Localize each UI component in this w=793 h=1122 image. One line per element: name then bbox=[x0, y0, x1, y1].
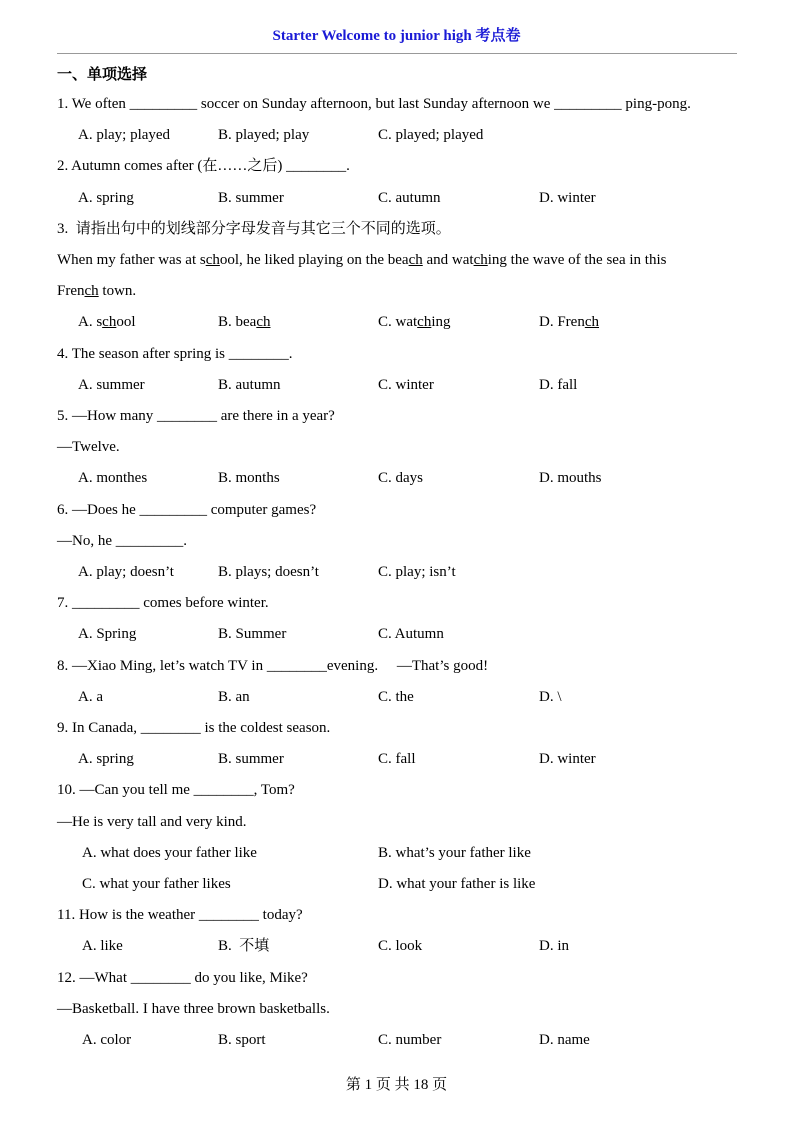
answer-option[interactable]: B. Summer bbox=[218, 626, 287, 643]
underlined-letters: ch bbox=[102, 314, 117, 331]
answer-option[interactable]: B. 不填 bbox=[218, 938, 270, 955]
question-stem: 10. —Can you tell me ________, Tom? bbox=[57, 782, 295, 799]
underlined-letters: ch bbox=[256, 314, 271, 331]
answer-option[interactable]: D. what your father is like bbox=[378, 876, 536, 892]
question-stem: 12. —What ________ do you like, Mike? bbox=[57, 969, 308, 986]
question-text-line bbox=[57, 282, 136, 300]
header-divider bbox=[57, 53, 737, 54]
answer-option[interactable]: A. Spring bbox=[78, 626, 137, 643]
answer-option[interactable]: C. played; played bbox=[378, 127, 484, 144]
answer-option[interactable]: C. number bbox=[378, 1032, 442, 1048]
answer-option[interactable]: A. monthes bbox=[78, 470, 148, 487]
answer-option[interactable]: D. winter bbox=[539, 751, 596, 768]
answer-option[interactable]: B. plays; doesn’t bbox=[218, 564, 319, 580]
answer-option[interactable]: A. a bbox=[78, 688, 103, 705]
underlined-letters: ch bbox=[408, 252, 423, 268]
answer-option[interactable]: B. sport bbox=[218, 1032, 266, 1048]
question-text-line: —Basketball. I have three brown basketballs. bbox=[57, 1000, 330, 1017]
question-stem: 5. —How many ________ are there in a year? bbox=[57, 408, 335, 424]
answer-option[interactable]: B. autumn bbox=[218, 376, 281, 393]
text-segment: C. wat bbox=[378, 314, 418, 331]
underlined-letters: ch bbox=[473, 252, 488, 268]
answer-option[interactable]: D. fall bbox=[539, 376, 578, 393]
question-stem: 1. We often _________ soccer on Sunday afternoon, but last Sunday afternoon we _________ ping-pong. bbox=[57, 96, 691, 112]
answer-option[interactable]: A. play; played bbox=[78, 127, 171, 144]
answer-option[interactable]: D. in bbox=[539, 938, 569, 955]
question-stem: 7. _________ comes before winter. bbox=[57, 595, 269, 612]
question-text-line: —He is very tall and very kind. bbox=[57, 813, 247, 830]
answer-option[interactable]: A. what does your father like bbox=[82, 844, 257, 861]
answer-option[interactable]: C. days bbox=[378, 470, 423, 487]
underlined-letters: ch bbox=[84, 283, 99, 300]
text-segment: A. s bbox=[78, 314, 103, 331]
answer-option[interactable]: A. play; doesn’t bbox=[78, 564, 174, 580]
answer-option[interactable]: C. the bbox=[378, 688, 414, 705]
answer-option[interactable] bbox=[78, 313, 136, 331]
answer-option[interactable]: D. name bbox=[539, 1032, 590, 1048]
question-stem: 8. —Xiao Ming, let’s watch TV in ________evening. —That’s good! bbox=[57, 657, 489, 674]
answer-option[interactable]: A. spring bbox=[78, 189, 134, 206]
text-segment: When my father was at s bbox=[57, 252, 206, 268]
answer-option[interactable] bbox=[378, 313, 451, 331]
answer-option[interactable]: A. color bbox=[82, 1032, 132, 1048]
underlined-letters: ch bbox=[205, 252, 220, 268]
answer-option[interactable]: A. summer bbox=[78, 376, 145, 393]
answer-option[interactable]: C. play; isn’t bbox=[378, 564, 456, 580]
question-stem: 2. Autumn comes after (在……之后) ________. bbox=[57, 158, 350, 175]
question-stem: 11. How is the weather ________ today? bbox=[57, 907, 303, 924]
answer-option[interactable]: B. played; play bbox=[218, 127, 310, 144]
underlined-letters: ch bbox=[417, 314, 432, 331]
answer-option[interactable]: C. what your father likes bbox=[82, 876, 231, 892]
answer-option[interactable] bbox=[539, 313, 599, 331]
section-heading: 一、单项选择 bbox=[57, 65, 148, 83]
text-segment: and wat bbox=[422, 252, 474, 268]
answer-option[interactable]: B. summer bbox=[218, 189, 284, 206]
question-stem: 3. 请指出句中的划线部分字母发音与其它三个不同的选项。 bbox=[57, 220, 451, 237]
answer-option[interactable]: C. winter bbox=[378, 376, 434, 393]
text-segment: ool, he liked playing on the bea bbox=[219, 252, 409, 268]
question-stem: 9. In Canada, ________ is the coldest season. bbox=[57, 720, 331, 736]
answer-option[interactable]: D. winter bbox=[539, 189, 596, 206]
question-text-line: —No, he _________. bbox=[57, 532, 187, 549]
question-stem: 4. The season after spring is ________. bbox=[57, 345, 293, 362]
answer-option[interactable]: B. an bbox=[218, 688, 250, 705]
text-segment: ing the wave of the sea in this bbox=[487, 252, 667, 268]
text-segment: B. bea bbox=[218, 314, 257, 331]
answer-option[interactable]: C. Autumn bbox=[378, 626, 444, 643]
answer-option[interactable]: D. mouths bbox=[539, 470, 602, 487]
answer-option[interactable]: C. autumn bbox=[378, 189, 441, 206]
text-segment: ing bbox=[431, 314, 451, 331]
answer-option[interactable] bbox=[218, 313, 271, 331]
text-segment: Fren bbox=[57, 283, 85, 300]
underlined-letters: ch bbox=[584, 314, 599, 331]
question-text-line bbox=[57, 251, 666, 269]
answer-option[interactable]: C. fall bbox=[378, 751, 416, 768]
answer-option[interactable]: C. look bbox=[378, 938, 423, 955]
answer-option[interactable]: A. spring bbox=[78, 751, 134, 768]
answer-option[interactable]: D. \ bbox=[539, 688, 562, 705]
answer-option[interactable]: A. like bbox=[82, 938, 123, 955]
question-text-line: —Twelve. bbox=[57, 439, 120, 456]
text-segment: D. Fren bbox=[539, 314, 585, 331]
text-segment: town. bbox=[98, 283, 137, 300]
question-stem: 6. —Does he _________ computer games? bbox=[57, 501, 317, 518]
answer-option[interactable]: B. what’s your father like bbox=[378, 844, 531, 861]
text-segment: ool bbox=[116, 314, 136, 331]
answer-option[interactable]: B. summer bbox=[218, 751, 284, 768]
page-footer: 第 1 页 共 18 页 bbox=[345, 1077, 448, 1093]
answer-option[interactable]: B. months bbox=[218, 470, 280, 487]
document-title: Starter Welcome to junior high 考点卷 bbox=[272, 28, 521, 44]
